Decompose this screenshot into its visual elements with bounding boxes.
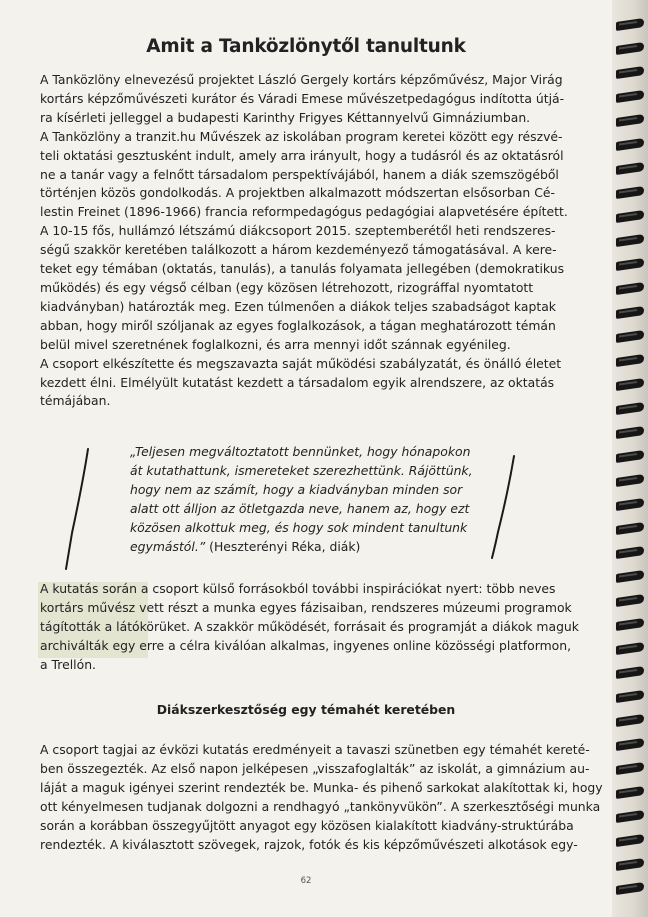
student-quote bbox=[130, 443, 510, 556]
intro-line: témájában. bbox=[40, 393, 111, 409]
quote-body bbox=[130, 443, 510, 538]
quote-last-line bbox=[130, 538, 510, 557]
editorial-line: A csoport tagjai az évközi kutatás eredményeit a tavaszi szünetben egy témahét kereté- bbox=[40, 742, 590, 757]
quote-line: alatt ott álljon az ötletgazda neve, hanem az, hogy ezt bbox=[130, 500, 470, 516]
intro-line: teli oktatási gesztusként indult, amely arra irányult, hogy a tudásról és az oktatásról bbox=[40, 147, 564, 163]
quote-line: át kutathattunk, ismereteket szerezhettünk. Rájöttünk, bbox=[130, 462, 473, 478]
binding-ring bbox=[616, 546, 644, 559]
binding-ring bbox=[616, 42, 644, 55]
intro-line: kiadványban) határozták meg. Ezen túlmenően a diákok teljes szabadságot kaptak bbox=[40, 298, 556, 314]
intro-line: abban, hogy miről szóljanak az egyes foglalkozások, a tágan meghatározott témán bbox=[40, 317, 556, 333]
binding-ring bbox=[616, 690, 644, 703]
intro-line: A csoport elkészítette és megszavazta saját működési szabályzatát, és önálló életet bbox=[40, 355, 562, 371]
intro-line: belül mivel szeretnének foglalkozni, és arra mennyi időt szánnak egyénileg. bbox=[40, 336, 511, 352]
section-heading: Diákszerkesztőség egy témahét keretében bbox=[156, 702, 456, 717]
binding-ring bbox=[616, 642, 644, 655]
intro-line: lestin Freinet (1896-1966) francia reformpedagógus pedagógiai alapvetésére épített. bbox=[40, 204, 568, 220]
binding-ring bbox=[616, 282, 644, 295]
intro-paragraph bbox=[40, 71, 571, 411]
binding-ring bbox=[616, 498, 644, 511]
spiral-binding bbox=[612, 0, 648, 917]
binding-ring bbox=[616, 162, 644, 175]
binding-ring bbox=[616, 738, 644, 751]
intro-line: A Tanközlöny elnevezésű projektet László Gergely kortárs képzőművész, Major Virág bbox=[40, 72, 563, 87]
binding-ring bbox=[616, 810, 644, 823]
quote-attribution: (Heszterényi Réka, diák) bbox=[205, 538, 361, 554]
quote-line: „Teljesen megváltoztatott bennünket, hogy hónapokon bbox=[130, 444, 471, 459]
binding-ring bbox=[616, 354, 644, 367]
research-line: archiválták egy erre a célra kiválóan alkalmas, ingyenes online közösségi platformon, bbox=[40, 637, 572, 653]
binding-ring bbox=[616, 186, 644, 199]
intro-line: A 10-15 fős, hullámzó létszámú diákcsoport 2015. szeptemberétől heti rendszeres- bbox=[40, 223, 556, 239]
intro-line: ra kísérleti jelleggel a budapesti Karinthy Frigyes Kéttannyelvű Gimnáziumban. bbox=[40, 109, 531, 125]
research-line: kortárs művész vett részt a munka egyes fázisaiban, rendszeres múzeumi programok bbox=[40, 599, 572, 615]
editorial-line: ben összegezték. Az első napon jelképesen „visszafoglalták” az iskolát, a gimnázium au- bbox=[40, 760, 590, 776]
binding-ring bbox=[616, 90, 644, 103]
binding-ring bbox=[616, 258, 644, 271]
page-title: Amit a Tanközlönytől tanultunk bbox=[146, 36, 466, 57]
editorial-line: ott kényelmesen tudjanak dolgozni a rendhagyó „tankönyvükön”. A szerkesztőségi munka bbox=[40, 798, 601, 814]
editorial-line: során a korábban összegyűjtött anyagot egy közösen kialakított kiadvány-struktúrába bbox=[40, 817, 574, 833]
binding-ring bbox=[616, 786, 644, 799]
research-line: a Trellón. bbox=[40, 656, 96, 672]
research-paragraph bbox=[40, 580, 579, 675]
handwritten-bracket-left bbox=[62, 445, 92, 575]
binding-ring bbox=[616, 306, 644, 319]
pen-stroke-left bbox=[66, 449, 88, 569]
binding-ring bbox=[616, 378, 644, 391]
quote-line: közösen alkottuk meg, és hogy sok mindent tanultunk bbox=[130, 519, 468, 535]
intro-line: ne a tanár vagy a felnőtt társadalom perspektívájából, hanem a diák szemszögéből bbox=[40, 166, 559, 182]
binding-ring bbox=[616, 18, 644, 31]
page-number: 62 bbox=[300, 876, 312, 886]
binding-ring bbox=[616, 138, 644, 151]
binding-ring bbox=[616, 210, 644, 223]
binding-ring bbox=[616, 618, 644, 631]
binding-ring bbox=[616, 450, 644, 463]
intro-line: ségű szakkör keretében találkozott a három kezdeményező támogatásával. A kere- bbox=[40, 242, 557, 258]
quote-line: hogy nem az számít, hogy a kiadványban minden sor bbox=[130, 481, 463, 497]
binding-ring bbox=[616, 714, 644, 727]
intro-line: teket egy témában (oktatás, tanulás), a tanulás folyamata jellegében (demokratikus bbox=[40, 261, 565, 277]
binding-ring bbox=[616, 762, 644, 775]
editorial-line: láját a maguk igényei szerint rendezték be. Munka- és pihenő sarkokat alakítottak ki, hogy bbox=[40, 779, 603, 795]
quote-closing-text: egymástól.” bbox=[130, 538, 206, 554]
binding-ring bbox=[616, 426, 644, 439]
intro-line: történjen közös gondolkodás. A projektben alkalmazott módszertan elsősorban Cé- bbox=[40, 185, 555, 201]
intro-line: kezdett élni. Elmélyült kutatást kezdett a társadalom egyik alrendszere, az oktatás bbox=[40, 374, 555, 390]
binding-ring bbox=[616, 234, 644, 247]
binding-ring bbox=[616, 474, 644, 487]
intro-line: A Tanközlöny a tranzit.hu Művészek az iskolában program keretei között egy részvé- bbox=[40, 128, 563, 144]
research-line: tágították a látókörüket. A szakkör működését, forrásait és programját a diákok maguk bbox=[40, 618, 579, 634]
binding-ring bbox=[616, 66, 644, 79]
binding-ring bbox=[616, 570, 644, 583]
binding-ring bbox=[616, 522, 644, 535]
binding-ring bbox=[616, 666, 644, 679]
binding-ring bbox=[616, 882, 644, 895]
binding-ring bbox=[616, 114, 644, 127]
research-line: A kutatás során a csoport külső forrásokból további inspirációkat nyert: több neves bbox=[40, 581, 556, 596]
binding-ring bbox=[616, 594, 644, 607]
intro-line: működés) és egy végső célban (egy közösen létrehozott, rizográffal nyomtatott bbox=[40, 279, 534, 295]
binding-ring bbox=[616, 402, 644, 415]
binding-ring bbox=[616, 858, 644, 871]
editorial-paragraph bbox=[40, 741, 603, 854]
editorial-line: rendezték. A kiválasztott szövegek, rajzok, fotók és kis képzőművészeti alkotások egy- bbox=[40, 836, 578, 852]
binding-ring bbox=[616, 330, 644, 343]
intro-line: kortárs képzőművészeti kurátor és Váradi Emese művészetpedagógus indította útjá- bbox=[40, 90, 565, 106]
binding-ring bbox=[616, 834, 644, 847]
